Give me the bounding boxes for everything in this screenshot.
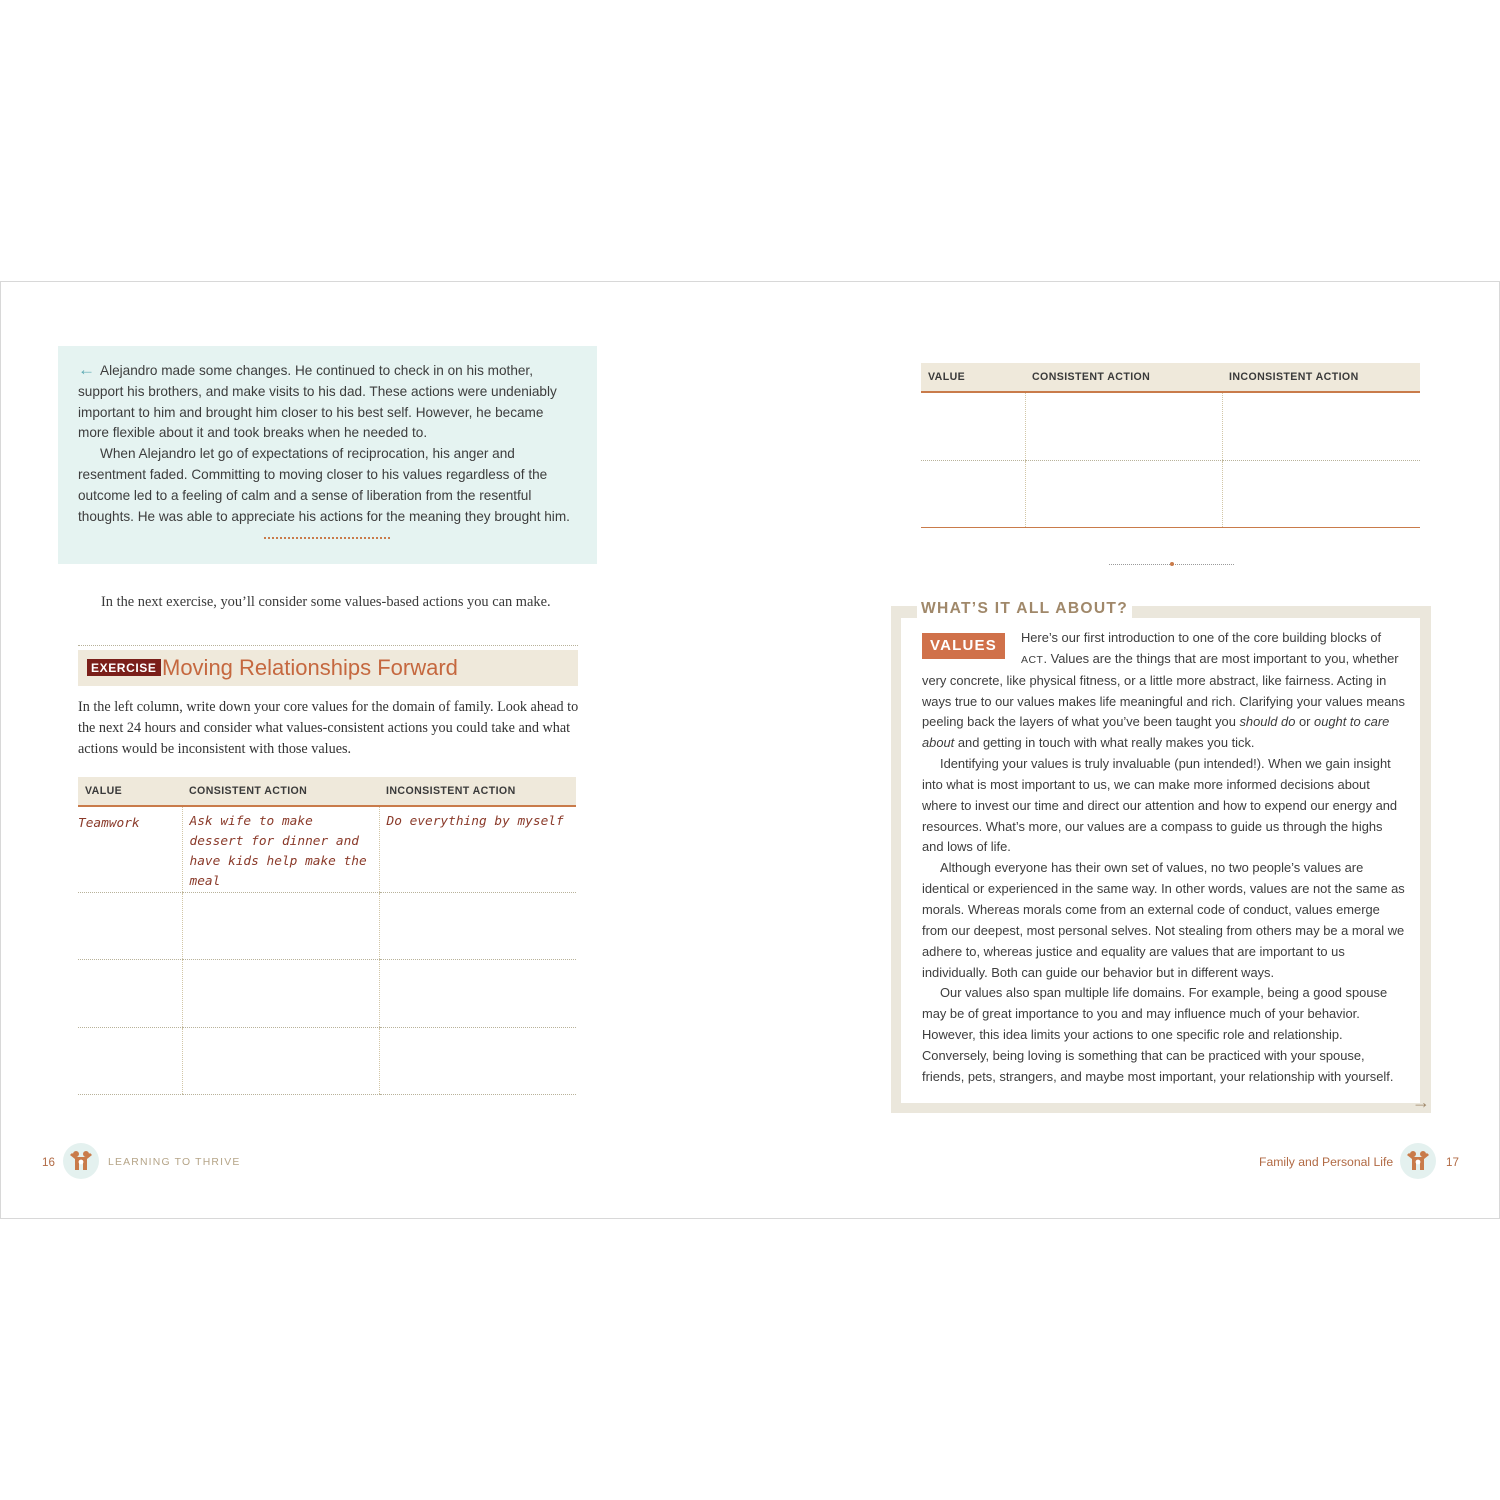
header-inconsistent-action: INCONSISTENT ACTION — [1222, 363, 1420, 392]
consistent-action-cell[interactable] — [1025, 392, 1222, 460]
sidebar-paragraph-2: Identifying your values is truly invaluable (pun intended!). When we gain insight into what is most important to us, we can make more informed decisions about where to invest our time and direct our attention and how to expend our energy and resources. What’s more, our values are a compass to guide us through the highs and lows of life. — [922, 756, 1398, 855]
inconsistent-action-cell[interactable]: Do everything by myself — [379, 806, 576, 893]
value-cell[interactable] — [78, 1028, 182, 1095]
sidebar-paragraph-4: Our values also span multiple life domains. For example, being a good spouse may be of great importance to you and may influence much of your behavior. However, this idea limits your actions to one specific role and relationship. Conversely, being loving is something that can be practiced with your spouse, friends, pets, strangers, and maybe most important, your relationship with yourself. — [922, 985, 1394, 1084]
divider-dot — [1170, 562, 1174, 566]
value-cell[interactable] — [921, 392, 1025, 460]
story-box — [58, 346, 597, 564]
table-row — [921, 460, 1420, 527]
running-head-left: LEARNING TO THRIVE — [108, 1157, 241, 1168]
table-row — [78, 893, 576, 960]
consistent-action-cell[interactable] — [182, 1028, 379, 1095]
family-logo-icon — [1400, 1143, 1436, 1179]
table-row — [78, 806, 576, 893]
values-table-left — [78, 777, 576, 1095]
exercise-intro: In the next exercise, you’ll consider some values-based actions you can make. — [101, 594, 551, 610]
running-head-right: Family and Personal Life — [1259, 1155, 1394, 1169]
table-row — [921, 392, 1420, 460]
exercise-title: Moving Relationships Forward — [162, 655, 458, 680]
values-table-right — [921, 363, 1420, 528]
header-consistent-action: CONSISTENT ACTION — [182, 777, 379, 806]
exercise-instructions: In the left column, write down your core values for the domain of family. Look ahead to the next 24 hours and consider what values-consistent actions you could take and what actions would be inconsistent with those values. — [78, 699, 579, 757]
header-value: VALUE — [78, 777, 182, 806]
table-row — [78, 960, 576, 1028]
story-paragraph-1: ← Alejandro made some changes. He continued to check in on his mother, support his brothers, and make visits to his dad. These actions were undeniably important to him and brought him closer to his best self. However, he became more flexible about it and took breaks when he needed to. — [78, 360, 557, 441]
table-row — [78, 1028, 576, 1095]
inconsistent-action-cell[interactable] — [379, 893, 576, 960]
inconsistent-action-cell[interactable] — [379, 960, 576, 1028]
arrow-left-icon: ← — [78, 360, 95, 379]
inconsistent-action-cell[interactable] — [1222, 460, 1420, 527]
page-number-right: 17 — [1446, 1156, 1459, 1169]
value-cell[interactable] — [921, 460, 1025, 527]
sidebar-paragraph-1: VALUES Here’s our first introduction to one of the core building blocks of ACT. Values are the things that are most important to you, whether very concrete, like physical fitness, or a little more abstract, like fairness. Acting in ways true to our values makes life meaningful and rich. Clarifying your values means peeling back the layers of what you’ve been taught you should do or ought to care about and getting in touch with what really makes you tick. — [922, 630, 1405, 751]
sidebar-body — [922, 628, 1406, 1088]
consistent-action-cell[interactable] — [1025, 460, 1222, 527]
continue-arrow-icon: → — [1412, 1092, 1430, 1112]
consistent-action-cell[interactable] — [182, 893, 379, 960]
inconsistent-action-cell[interactable] — [379, 1028, 576, 1095]
value-cell[interactable]: Teamwork — [78, 806, 182, 893]
header-inconsistent-action: INCONSISTENT ACTION — [379, 777, 576, 806]
values-badge: VALUES — [922, 633, 1005, 659]
exercise-badge: EXERCISE — [87, 659, 161, 676]
consistent-action-cell[interactable]: Ask wife to make dessert for dinner and have kids help make the meal — [182, 806, 379, 893]
value-cell[interactable] — [78, 893, 182, 960]
sidebar-heading: WHAT’S IT ALL ABOUT? — [917, 598, 1132, 620]
header-value: VALUE — [921, 363, 1025, 392]
exercise-divider — [78, 645, 578, 646]
header-consistent-action: CONSISTENT ACTION — [1025, 363, 1222, 392]
page-number-left: 16 — [42, 1156, 55, 1169]
family-logo-icon — [63, 1143, 99, 1179]
sidebar-paragraph-3: Although everyone has their own set of values, no two people’s values are identical or experienced in the same way. In other words, values are not the same as morals. Whereas morals come from an external code of conduct, values emerge from our deepest, most personal selves. Not stealing from others may be a moral we adhere to, whereas justice and equality are values that are important to us individually. Both can guide our behavior but in different ways. — [922, 860, 1405, 980]
value-cell[interactable] — [78, 960, 182, 1028]
inconsistent-action-cell[interactable] — [1222, 392, 1420, 460]
exercise-header — [78, 650, 578, 686]
consistent-action-cell[interactable] — [182, 960, 379, 1028]
story-divider — [264, 537, 390, 539]
story-paragraph-2: When Alejandro let go of expectations of reciprocation, his anger and resentment faded. Committing to moving closer to his values regardless of the outcome led to a feeling of calm and a sense of liberation from the resentful thoughts. He was able to appreciate his actions for the meaning they brought him. — [78, 446, 570, 524]
